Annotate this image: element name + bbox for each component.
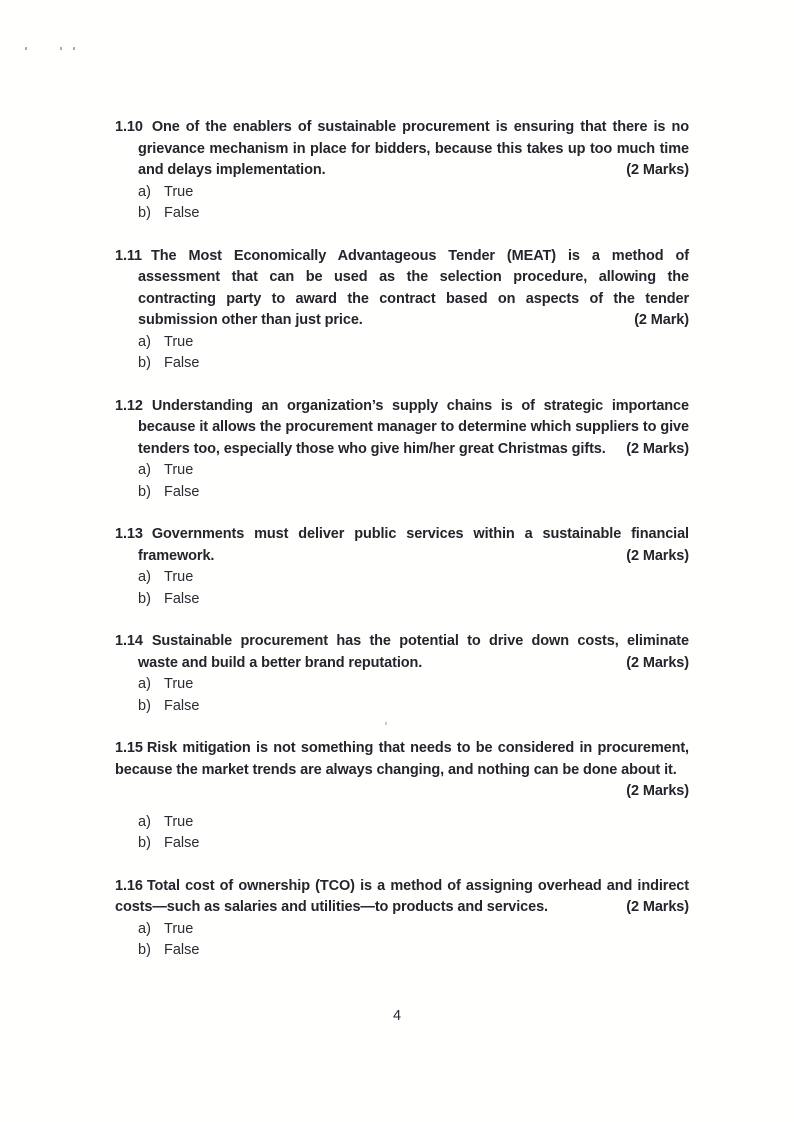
marks-label: (2 Mark)	[634, 312, 689, 328]
marks-label: (2 Marks)	[626, 547, 689, 564]
options-list	[138, 460, 689, 503]
option-letter: b)	[138, 835, 151, 851]
option-letter: a)	[138, 813, 151, 830]
option-row-false	[138, 203, 689, 225]
question-text	[115, 631, 689, 674]
option-row-false	[138, 353, 689, 375]
question-text	[115, 117, 689, 182]
question-text	[115, 396, 689, 461]
question-item-1-13	[115, 524, 689, 610]
question-body: One of the enablers of sustainable procurement is ensuring that there is no grievance mechanism in place for bidders, because this takes up too much time and delays implementation.	[138, 119, 689, 178]
marks-label: (2 Marks)	[626, 783, 689, 799]
question-number: 1.11	[115, 247, 143, 264]
option-label: True	[164, 813, 194, 830]
option-row-true	[138, 460, 689, 482]
option-label: True	[164, 333, 194, 350]
marks-label: (2 Marks)	[626, 899, 689, 915]
question-body: Sustainable procurement has the potential to drive down costs, eliminate waste and build a better brand reputation.	[138, 633, 689, 671]
option-label: True	[164, 183, 194, 200]
question-number: 1.12	[115, 397, 143, 414]
option-label: True	[164, 462, 194, 478]
options-list	[138, 182, 689, 225]
question-item-1-15	[115, 738, 689, 855]
question-body: Understanding an organization’s supply chains is of strategic importance because it allows the procurement manager to determine which suppliers to give tenders too, especially those who give him/her great Christmas gifts.	[138, 397, 689, 457]
question-text	[115, 524, 689, 567]
option-label: False	[164, 942, 200, 958]
options-list	[138, 812, 689, 855]
option-label: False	[164, 835, 200, 851]
option-row-true	[138, 812, 689, 834]
option-letter: b)	[138, 942, 151, 958]
option-letter: a)	[138, 676, 151, 692]
option-label: False	[164, 483, 200, 500]
option-letter: a)	[138, 569, 151, 585]
question-text	[115, 738, 689, 803]
question-item-1-12	[115, 396, 689, 504]
scan-speck	[73, 47, 75, 50]
option-label: False	[164, 355, 200, 371]
question-body: The Most Economically Advantageous Tender (MEAT) is a method of assessment that can be used as the selection procedure, allowing the contracting party to award the contract based on aspects of the tender submission other than just price.	[138, 247, 689, 328]
option-row-false	[138, 833, 689, 855]
options-list	[138, 567, 689, 610]
option-letter: a)	[138, 333, 151, 350]
question-text	[115, 246, 689, 332]
option-letter: b)	[138, 483, 151, 500]
options-list	[138, 674, 689, 717]
option-label: True	[164, 676, 194, 692]
question-body: Total cost of ownership (TCO) is a method of assigning overhead and indirect costs—such as salaries and utilities—to products and services.	[115, 877, 689, 915]
question-item-1-11	[115, 246, 689, 375]
option-row-true	[138, 567, 689, 589]
question-body: Risk mitigation is not something that needs to be considered in procurement, because the market trends are always changing, and nothing can be done about it.	[115, 740, 689, 778]
option-row-true	[138, 182, 689, 204]
option-letter: a)	[138, 183, 151, 200]
page-number: 4	[392, 1008, 402, 1024]
option-row-false	[138, 482, 689, 504]
scan-speck	[25, 47, 27, 50]
option-letter: a)	[138, 462, 151, 478]
option-letter: b)	[138, 205, 151, 221]
marks-label: (2 Marks)	[626, 654, 689, 671]
question-item-1-10	[115, 117, 689, 225]
option-row-true	[138, 919, 689, 941]
question-number: 1.15	[115, 740, 143, 756]
option-row-false	[138, 589, 689, 611]
options-list	[138, 919, 689, 962]
question-number: 1.13	[115, 526, 143, 542]
option-row-false	[138, 696, 689, 718]
question-number: 1.10	[115, 119, 143, 135]
option-row-true	[138, 674, 689, 696]
marks-label: (2 Marks)	[626, 162, 689, 178]
question-number: 1.16	[115, 877, 143, 894]
option-row-false	[138, 940, 689, 962]
question-item-1-14	[115, 631, 689, 717]
option-letter: b)	[138, 697, 151, 714]
option-label: False	[164, 697, 200, 714]
option-label: True	[164, 920, 194, 937]
question-number: 1.14	[115, 633, 143, 649]
questions-section	[115, 117, 689, 983]
option-letter: b)	[138, 355, 151, 371]
option-letter: a)	[138, 920, 151, 937]
option-label: False	[164, 205, 200, 221]
scan-speck	[60, 47, 62, 50]
question-body: Governments must deliver public services within a sustainable financial framework.	[138, 526, 689, 564]
question-text	[115, 876, 689, 919]
question-item-1-16	[115, 876, 689, 962]
option-label: True	[164, 569, 194, 585]
option-label: False	[164, 590, 200, 607]
options-list	[138, 332, 689, 375]
option-letter: b)	[138, 590, 151, 607]
marks-label: (2 Marks)	[626, 440, 689, 457]
option-row-true	[138, 332, 689, 354]
